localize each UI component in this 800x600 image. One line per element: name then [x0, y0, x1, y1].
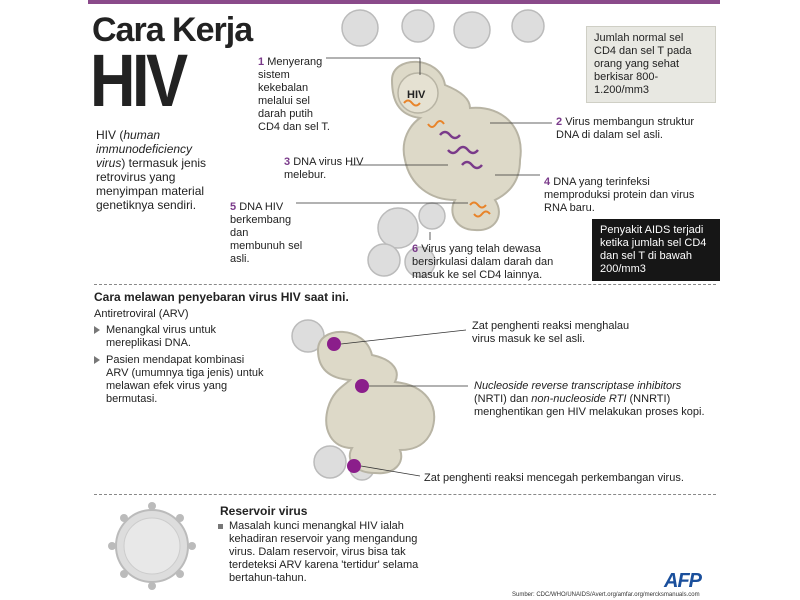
virus-particle-icon [368, 244, 400, 276]
normal-count-box: Jumlah normal sel CD4 dan sel T pada orang yang sehat berkisar 800-1.200/mm3 [586, 26, 716, 103]
annotation-nrti: Nucleoside reverse transcriptase inhibitors (NRTI) dan non-nucleoside RTI (NNRTI) menghentikan gen HIV melakukan proses kopi. [474, 380, 705, 418]
title-line1: Cara Kerja [92, 11, 253, 49]
section-divider [94, 284, 716, 285]
intro-text: HIV (human immunodeficiency virus) termasuk jenis retrovirus yang menyimpan material genetiknya sendiri. [96, 128, 207, 212]
reservoir-text-block [218, 520, 428, 585]
step-1: 1 Menyerang sistem kekebalan melalui sel darah putih CD4 dan sel T. [258, 56, 330, 133]
section-divider [94, 494, 716, 495]
annotation-growth-inhibitor: Zat penghenti reaksi mencegah perkembangan virus. [424, 472, 684, 484]
virus-particle-icon [314, 446, 346, 478]
step-3: 3 DNA virus HIV melebur. [284, 156, 364, 181]
virus-particle-icon [402, 10, 434, 42]
annotation-entry-inhibitor: Zat penghenti reaksi menghalau virus masuk ke sel asli. [472, 320, 630, 345]
virus-particle-icon [454, 12, 490, 48]
virus-particle-icon [419, 203, 445, 229]
step-2: 2 Virus membangun struktur DNA di dalam sel asli. [556, 116, 694, 141]
hiv-label: HIV [407, 89, 426, 101]
inhibitor-marker-icon [347, 459, 361, 473]
square-bullet-icon [218, 524, 223, 529]
reservoir-heading: Reservoir virus [220, 504, 308, 518]
step-5: 5 DNA HIV berkembang dan membunuh sel asli. [230, 201, 303, 265]
title-line2: HIV [90, 39, 185, 122]
inhibitor-marker-icon [355, 379, 369, 393]
fight-heading: Cara melawan penyebaran virus HIV saat ini. [94, 290, 349, 304]
virus-particle-icon [512, 10, 544, 42]
step-4: 4 DNA yang terinfeksi memproduksi protein dan virus RNA baru. [544, 176, 695, 214]
inhibitor-marker-icon [327, 337, 341, 351]
bullet-item: Masalah kunci menangkal HIV ialah kehadiran reservoir yang mengandung virus. Dalam reservoir, virus bisa tak terdeteksi ARV karena 'tertidur' selama bertahun-tahun. [218, 520, 428, 585]
bullet-item: Pasien mendapat kombinasi ARV (umumnya tiga jenis) untuk melawan efek virus yang bermutasi. [94, 354, 264, 406]
step-6: 6 Virus yang telah dewasa bersirkulasi dalam darah dan masuk ke sel CD4 lainnya. [412, 243, 554, 281]
bullet-item: Menangkal virus untuk mereplikasi DNA. [94, 324, 264, 350]
lifecycle-diagram [0, 0, 800, 290]
arv-label: Antiretroviral (ARV) [94, 308, 189, 320]
aids-threshold-box: Penyakit AIDS terjadi ketika jumlah sel CD4 dan sel T di bawah 200/mm3 [592, 219, 720, 281]
virus-particle-icon [342, 10, 378, 46]
virus-particle-icon [378, 208, 418, 248]
source-credit: Sumber: CDC/WHO/UNAIDS/Avert.org/amfar.org/mercksmanuals.com [512, 592, 700, 598]
afp-logo: AFP [664, 570, 701, 592]
reservoir-virus-icon [100, 498, 200, 594]
